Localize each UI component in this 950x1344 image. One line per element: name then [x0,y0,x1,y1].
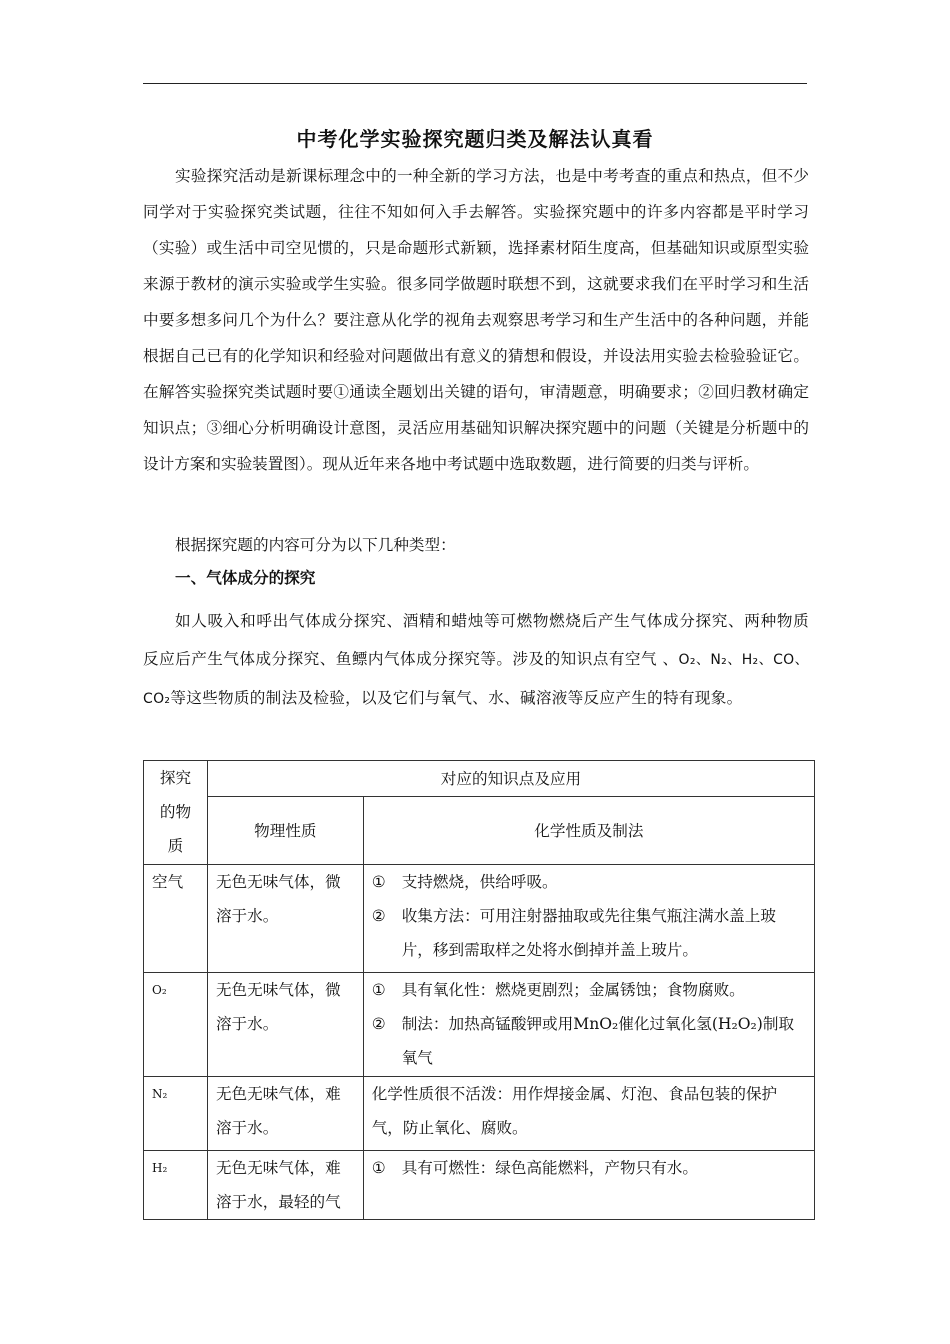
intro-block [143,158,809,482]
substance-cell: O₂ [144,973,208,1077]
chem-item-text: 具有可燃性：绿色高能燃料，产物只有水。 [401,1159,698,1177]
header-knowledge: 对应的知识点及应用 [207,761,814,797]
section1-paragraph [143,602,809,718]
physical-cell: 无色无味气体，难溶于水，最轻的气 [207,1151,363,1220]
chemical-cell [363,1151,814,1220]
physical-cell: 无色无味气体，难溶于水。 [207,1077,363,1151]
page-title: 中考化学实验探究题归类及解法认真看 [296,127,654,151]
item-number: ② [371,907,386,925]
intro-paragraph: 实验探究活动是新课标理念中的一种全新的学习方法，也是中考考查的重点和热点，但不少同学对于实验探究类试题，往往不知如何入手去解答。实验探究题中的许多内容都是平时学习（实验）或生活中司空见惯的，只是命题形式新颖，选择素材陌生度高，但基础知识或原型实验来源于教材的演示实验或学生实验。很多同学做题时联想不到，这就要求我们在平时学习和生活中要多想多问几个为什么？要注意从化学的视角去观察思考学习和生产生活中的各种问题，并能根据自己已有的化学知识和经验对问题做出有意义的猜想和假设，并设法用实验去检验验证它。在解答实验探究类试题时要①通读全题划出关键的语句，审清题意，明确要求；②回归教材确定知识点；③细心分析明确设计意图，灵活应用基础知识解决探究题中的问题（关键是分析题中的设计方案和实验装置图）。现从近年来各地中考试题中选取数题，进行简要的归类与评析。 [143,167,809,473]
substance-cell: H₂ [144,1151,208,1220]
types-intro-block [143,527,809,563]
chemical-cell [363,865,814,973]
chem-item [372,1151,806,1185]
chem-item-text: 具有氧化性：燃烧更剧烈；金属锈蚀；食物腐败。 [401,981,745,999]
item-number: ① [371,873,386,891]
table-header-row-1 [144,761,815,797]
section1-formulas: O₂、N₂、H₂、CO、CO₂ [143,652,809,707]
section1-text-a: 如人吸入和呼出气体成分探究、酒精和蜡烛等可燃物燃烧后产生气体成分探究、两种物质反应后产生气体成分探究、鱼鳔内气体成分探究等。涉及的知识点有空气 、 [143,612,809,668]
section1-text-b: 等这些物质的制法及检验，以及它们与氧气、水、碱溶液等反应产生的特有现象。 [170,689,743,707]
chemical-cell: 化学性质很不活泼：用作焊接金属、灯泡、食品包装的保护气，防止氧化、腐败。 [363,1077,814,1151]
chem-item-text: 制法：加热高锰酸钾或用MnO₂催化过氧化氢(H₂O₂)制取氧气 [401,1015,795,1067]
header-chemical: 化学性质及制法 [363,797,814,865]
table-row [144,1077,815,1151]
item-number: ② [371,1015,386,1033]
knowledge-table [143,760,815,1220]
table-header-row-2 [144,797,815,865]
item-number: ① [371,981,386,999]
section1-block [143,602,809,718]
header-physical: 物理性质 [207,797,363,865]
chem-item [372,973,806,1007]
substance-cell: 空气 [144,865,208,973]
header-substance: 探究的物质 [144,761,208,865]
chem-item-text: 支持燃烧，供给呼吸。 [401,873,558,891]
substance-cell: N₂ [144,1077,208,1151]
chem-item [372,1007,806,1075]
table-row [144,1151,815,1220]
chemical-cell [363,973,814,1077]
table-row [144,865,815,973]
header-rule [143,83,807,84]
table-row [144,973,815,1077]
item-number: ① [371,1159,386,1177]
types-intro: 根据探究题的内容可分为以下几种类型： [175,536,456,554]
chem-item-text: 收集方法：可用注射器抽取或先往集气瓶注满水盖上玻片，移到需取样之处将水倒掉并盖上玻片。 [401,907,776,959]
chem-item [372,865,806,899]
section1-heading: 一、气体成分的探究 [175,568,316,587]
chem-item [372,899,806,967]
physical-cell: 无色无味气体，微溶于水。 [207,973,363,1077]
section1-heading-block [143,562,809,594]
physical-cell: 无色无味气体，微溶于水。 [207,865,363,973]
